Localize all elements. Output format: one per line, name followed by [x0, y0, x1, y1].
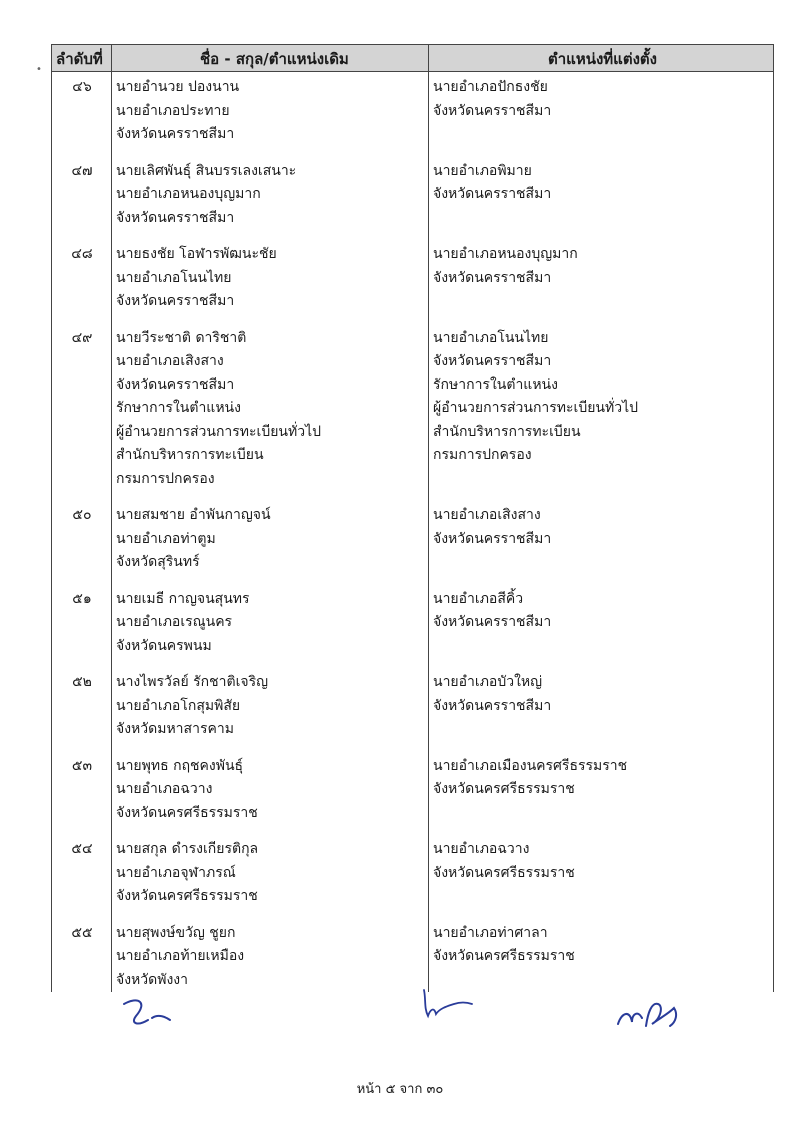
- name-and-former-position: [116, 588, 426, 659]
- name-line: จังหวัดนครราชสีมา: [116, 376, 235, 393]
- entry-number: ๕๒: [72, 674, 92, 690]
- signature-1: [118, 994, 178, 1034]
- position-line: นายอำเภอเมืองนครศรีธรรมราช: [433, 757, 628, 774]
- position-line: นายอำเภอปักธงชัย: [433, 79, 548, 95]
- name-line: นายเมธี กาญจนสุนทร: [116, 590, 250, 607]
- name-line: จังหวัดมหาสารคาม: [116, 721, 234, 737]
- name-line: จังหวัดนครราชสีมา: [116, 293, 235, 309]
- appointed-position: [433, 838, 773, 885]
- position-line: ผู้อำนวยการส่วนการทะเบียนทั่วไป: [433, 400, 639, 416]
- name-line: นายอำเภอเสิงสาง: [116, 353, 224, 369]
- name-and-former-position: [116, 504, 426, 575]
- table-header: [51, 44, 773, 71]
- appointed-position: [433, 160, 773, 207]
- name-line: นายสกุล ดำรงเกียรติกุล: [116, 841, 259, 857]
- name-and-former-position: [116, 755, 426, 826]
- entry-number: ๕๔: [71, 841, 93, 857]
- position-line: นายอำเภอเสิงสาง: [433, 507, 541, 523]
- position-line: สำนักบริหารการทะเบียน: [433, 423, 581, 440]
- name-line: นายอำเภอท่าตูม: [116, 530, 216, 547]
- header-number: ลำดับที่: [56, 50, 103, 68]
- position-line: จังหวัดนครราชสีมา: [433, 102, 552, 119]
- position-line: จังหวัดนครศรีธรรมราช: [433, 864, 575, 881]
- name-line: นายอำเภอฉวาง: [116, 781, 213, 797]
- position-line: นายอำเภอโนนไทย: [433, 329, 549, 346]
- name-line: นายอำเภอจุฬาภรณ์: [116, 864, 236, 881]
- name-line: นายอำเภอประทาย: [116, 102, 230, 119]
- appointed-position: [433, 327, 773, 468]
- name-line: สำนักบริหารการทะเบียน: [116, 447, 264, 463]
- entry-number: ๕๕: [71, 924, 93, 941]
- position-line: นายอำเภอหนองบุญมาก: [433, 246, 578, 262]
- position-line: นายอำเภอพิมาย: [433, 162, 532, 179]
- header-position: ตำแหน่งที่แต่งตั้ง: [548, 50, 657, 68]
- name-line: จังหวัดพังงา: [116, 971, 188, 988]
- name-line: นายสุพงษ์ขวัญ ชูยก: [116, 924, 236, 941]
- position-line: รักษาการในตำแหน่ง: [433, 376, 558, 393]
- position-line: จังหวัดนครราชสีมา: [433, 269, 552, 286]
- appointed-position: [433, 243, 773, 290]
- name-line: จังหวัดนครราชสีมา: [116, 209, 235, 226]
- name-and-former-position: [116, 160, 426, 231]
- appointed-position: [433, 922, 773, 969]
- position-line: นายอำเภอท่าศาลา: [433, 924, 548, 941]
- entry-number: ๔๘: [71, 246, 93, 262]
- name-line: นายอำเภอโกสุมพิสัย: [116, 697, 241, 714]
- position-line: จังหวัดนครศรีธรรมราช: [433, 948, 575, 964]
- position-line: จังหวัดนครราชสีมา: [433, 353, 552, 369]
- name-and-former-position: [116, 76, 426, 147]
- name-line: นายอำเภอเรณูนคร: [116, 614, 233, 630]
- position-line: นายอำเภอบัวใหญ่: [433, 674, 543, 690]
- entry-number: ๕๓: [71, 757, 93, 774]
- appointed-position: [433, 671, 773, 718]
- name-line: จังหวัดนครศรีธรรมราช: [116, 888, 258, 904]
- appointed-position: [433, 588, 773, 635]
- appointed-position: [433, 504, 773, 551]
- name-line: นายวีระชาติ ดาริชาติ: [116, 329, 247, 346]
- name-and-former-position: [116, 243, 426, 314]
- position-line: จังหวัดนครราชสีมา: [433, 530, 552, 547]
- name-line: นางไพรวัลย์ รักชาติเจริญ: [116, 674, 269, 690]
- scan-dot: •: [36, 64, 42, 75]
- name-line: นายอำเภอท้ายเหมือง: [116, 948, 245, 964]
- appointed-position: [433, 76, 773, 123]
- position-line: จังหวัดนครศรีธรรมราช: [433, 781, 575, 797]
- name-line: นายอำนวย ปองนาน: [116, 79, 240, 95]
- position-line: นายอำเภอฉวาง: [433, 841, 530, 857]
- name-and-former-position: [116, 327, 426, 492]
- name-line: นายสมชาย อำพันกาญจน์: [116, 507, 271, 523]
- name-line: นายอำเภอโนนไทย: [116, 269, 232, 286]
- entry-number: ๔๙: [71, 329, 93, 346]
- name-line: กรมการปกครอง: [116, 470, 215, 487]
- name-line: นายอำเภอหนองบุญมาก: [116, 186, 261, 202]
- name-and-former-position: [116, 838, 426, 909]
- name-and-former-position: [116, 671, 426, 742]
- entry-number: ๕๑: [72, 590, 92, 607]
- entry-number: ๔๗: [71, 162, 93, 179]
- name-line: รักษาการในตำแหน่ง: [116, 400, 241, 416]
- name-line: จังหวัดสุรินทร์: [116, 554, 200, 570]
- position-line: กรมการปกครอง: [433, 447, 532, 463]
- signature-3: [612, 994, 692, 1034]
- position-line: จังหวัดนครราชสีมา: [433, 186, 552, 202]
- appointed-position: [433, 755, 773, 802]
- position-line: จังหวัดนครราชสีมา: [433, 614, 552, 630]
- header-name: ชื่อ - สกุล/ตำแหน่งเดิม: [200, 50, 349, 68]
- signature-2: [418, 986, 478, 1022]
- name-line: ผู้อำนวยการส่วนการทะเบียนทั่วไป: [116, 423, 322, 440]
- page-number: หน้า ๕ จาก ๓๐: [356, 1082, 444, 1097]
- position-line: จังหวัดนครราชสีมา: [433, 697, 552, 714]
- name-line: นายพุทธ กฤชคงพันธุ์: [116, 757, 244, 774]
- position-line: นายอำเภอสีคิ้ว: [433, 590, 524, 607]
- name-line: จังหวัดนครราชสีมา: [116, 126, 235, 142]
- name-line: นายเลิศพันธุ์ สินบรรเลงเสนาะ: [116, 162, 297, 179]
- name-line: จังหวัดนครพนม: [116, 637, 212, 654]
- name-line: จังหวัดนครศรีธรรมราช: [116, 804, 258, 821]
- name-line: นายธงชัย โอฬารพัฒนะชัย: [116, 246, 277, 262]
- name-and-former-position: [116, 922, 426, 993]
- entry-number: ๔๖: [72, 79, 92, 95]
- entry-number: ๕๐: [72, 507, 92, 523]
